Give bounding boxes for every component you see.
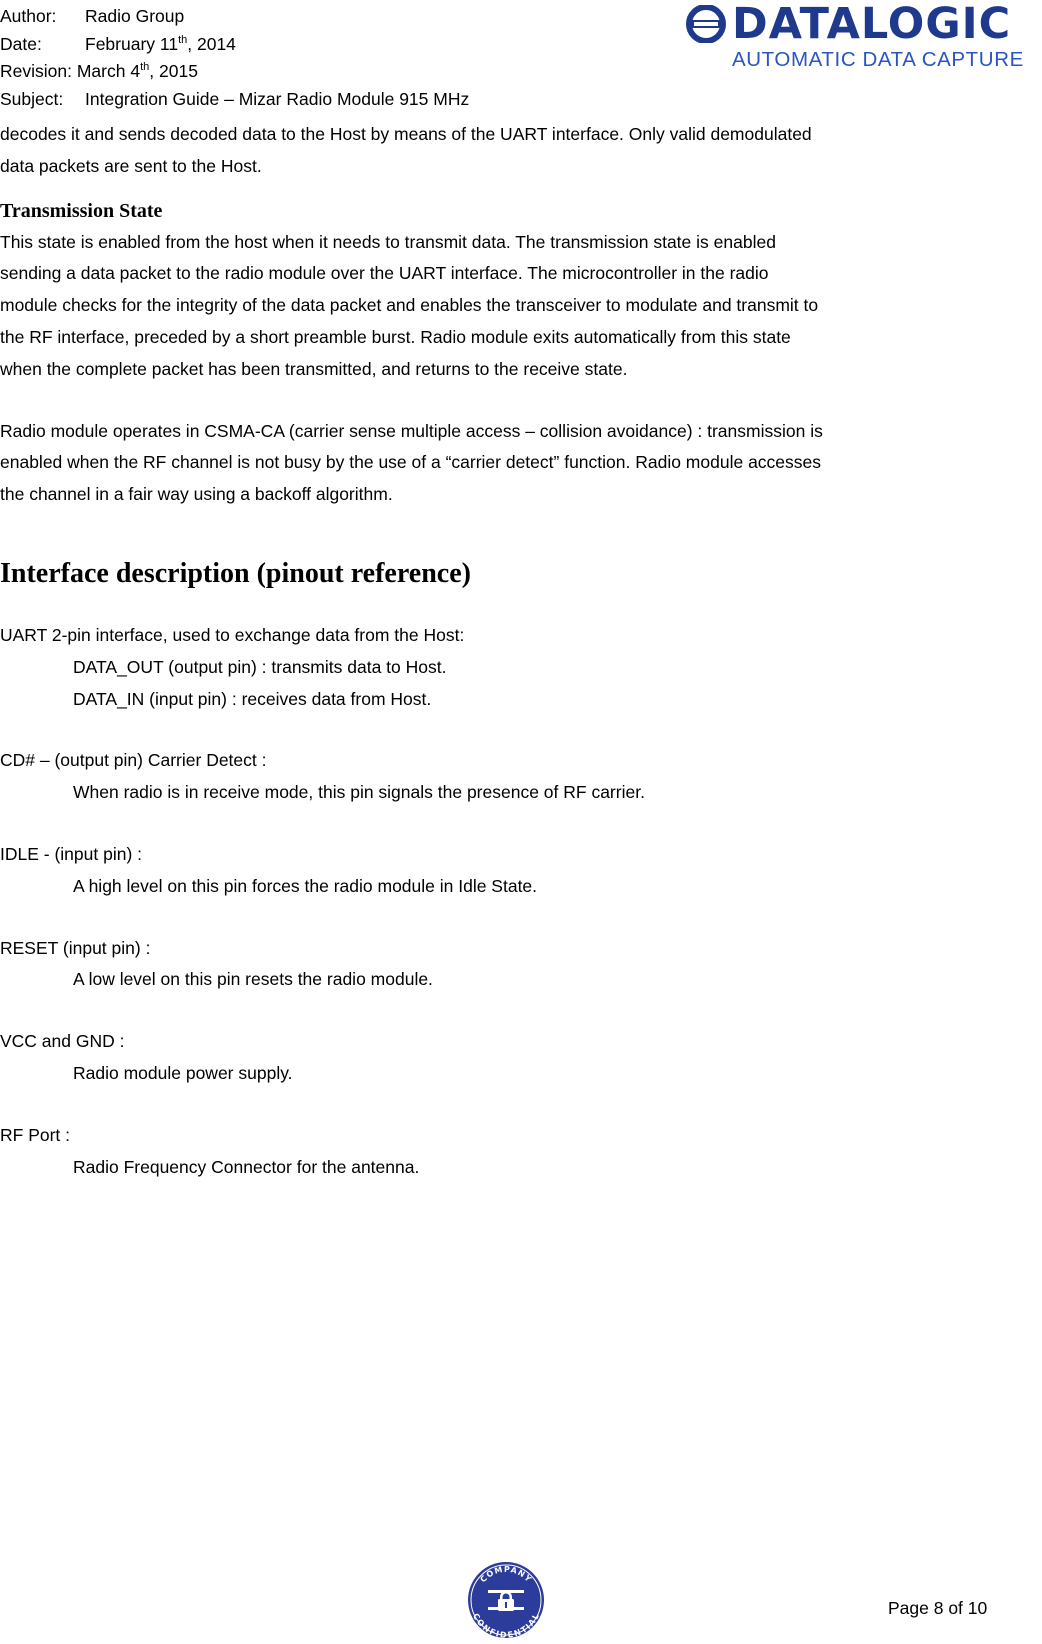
idle-title: IDLE - (input pin) :: [0, 843, 142, 864]
document-body: [0, 119, 1010, 1183]
rf-port-description: Radio Frequency Connector for the antenna.: [73, 1156, 420, 1177]
date-value: February 11th, 2014: [85, 33, 236, 54]
uart-title: UART 2-pin interface, used to exchange data from the Host:: [0, 624, 465, 645]
header-subject: [0, 86, 469, 114]
csma-line: enabled when the RF channel is not busy by the use of a “carrier detect” function. Radio module accesses: [0, 452, 822, 473]
document-header: [0, 3, 469, 113]
csma-line: the channel in a fair way using a backoff algorithm.: [0, 484, 393, 505]
company-confidential-seal-icon: [466, 1560, 546, 1640]
svg-text:COMPANY: COMPANY: [478, 1564, 534, 1585]
reset-title: RESET (input pin) :: [0, 937, 151, 958]
subject-value: Integration Guide – Mizar Radio Module 915 MHz: [85, 88, 470, 109]
cd-description: When radio is in receive mode, this pin signals the presence of RF carrier.: [73, 782, 645, 803]
author-value: Radio Group: [85, 6, 185, 26]
datalogic-mark-icon: [686, 5, 726, 43]
interface-description-heading: Interface description (pinout reference): [0, 557, 471, 589]
logo-brand-text: DATALOGIC: [732, 0, 1012, 49]
rf-port-title: RF Port :: [0, 1124, 71, 1145]
revision-value: March 4th, 2015: [76, 61, 198, 81]
page-number: Page 8 of 10: [888, 1598, 988, 1618]
header-date: [0, 31, 469, 59]
reset-description: A low level on this pin resets the radio module.: [73, 969, 433, 990]
transmission-line: This state is enabled from the host when it needs to transmit data. The transmission state is enabled: [0, 231, 776, 252]
logo-tagline: AUTOMATIC DATA CAPTURE: [732, 48, 1024, 71]
intro-line: data packets are sent to the Host.: [0, 155, 262, 176]
intro-line: decodes it and sends decoded data to the Host by means of the UART interface. Only valid demodulated: [0, 124, 812, 144]
cd-title: CD# – (output pin) Carrier Detect :: [0, 750, 267, 771]
svg-text:CONFIDENTIAL: CONFIDENTIAL: [471, 1612, 542, 1640]
revision-label: Revision:: [0, 61, 72, 81]
transmission-line: when the complete packet has been transmitted, and returns to the receive state.: [0, 358, 628, 379]
csma-line: Radio module operates in CSMA-CA (carrier sense multiple access – collision avoidance) : transmission is: [0, 420, 823, 441]
header-revision: [0, 58, 469, 86]
transmission-line: module checks for the integrity of the data packet and enables the transceiver to modulate and transmit to: [0, 295, 819, 316]
vcc-title: VCC and GND :: [0, 1031, 125, 1052]
date-label: Date:: [0, 33, 42, 54]
transmission-line: the RF interface, preceded by a short preamble burst. Radio module exits automatically from this state: [0, 326, 791, 347]
header-author: [0, 3, 469, 31]
uart-data-out: DATA_OUT (output pin) : transmits data to Host.: [73, 656, 447, 677]
transmission-state-heading: Transmission State: [0, 199, 163, 222]
idle-description: A high level on this pin forces the radio module in Idle State.: [73, 875, 538, 896]
datalogic-logo: [686, 0, 1038, 74]
subject-label: Subject:: [0, 88, 64, 109]
uart-data-in: DATA_IN (input pin) : receives data from Host.: [73, 688, 432, 709]
vcc-description: Radio module power supply.: [73, 1062, 293, 1083]
transmission-line: sending a data packet to the radio module over the UART interface. The microcontroller in the radio: [0, 263, 769, 284]
author-label: Author:: [0, 6, 57, 26]
